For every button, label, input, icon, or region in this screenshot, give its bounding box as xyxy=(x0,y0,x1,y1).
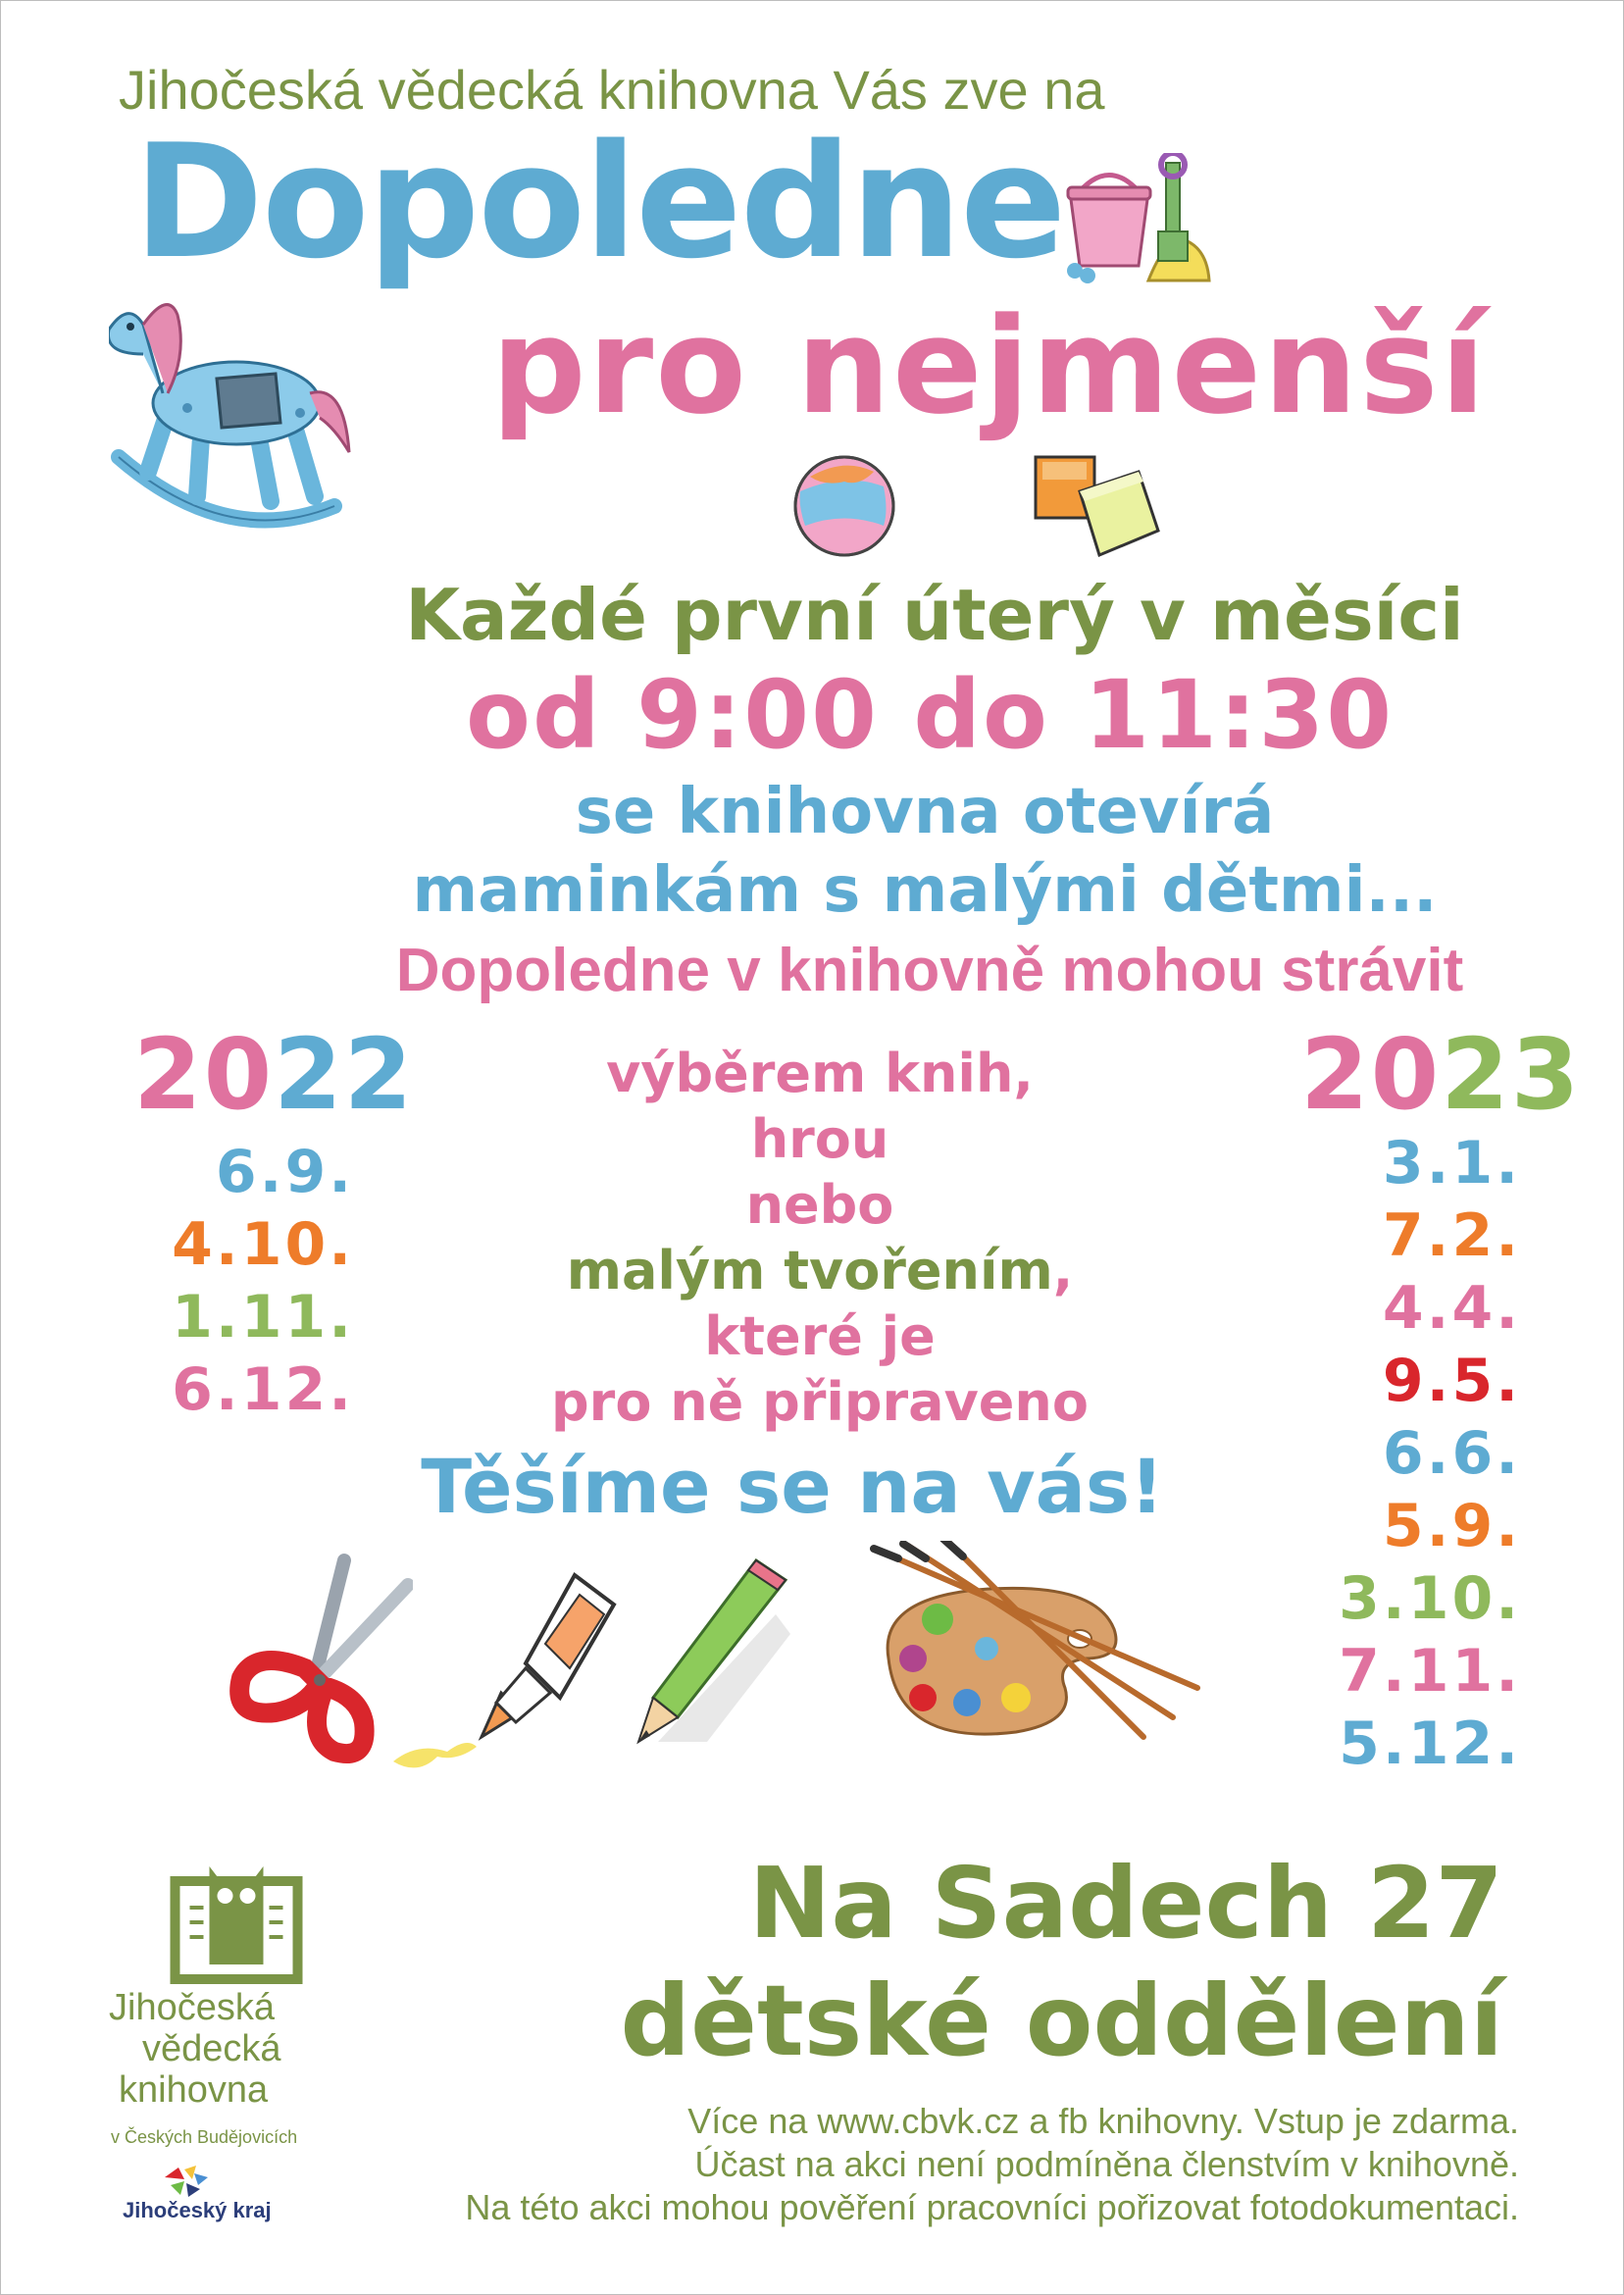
schedule-line-3: se knihovna otevírá xyxy=(575,776,1275,848)
year-2022-date-item: 4.10. xyxy=(172,1210,354,1279)
year-2023-date-item: 9.5. xyxy=(1382,1347,1521,1415)
intro-text: Jihočeská vědecká knihovna Vás zve na xyxy=(119,59,1105,121)
activities-line-3-wrap xyxy=(531,1238,1109,1303)
info-line-2: Účast na akci není podmíněna členstvím v knihovně. xyxy=(694,2144,1519,2184)
schedule-line-5: Dopoledne v knihovně mohou strávit xyxy=(395,937,1464,1004)
activities-line-4: které je xyxy=(704,1305,936,1367)
info-text xyxy=(465,2100,1519,2229)
year-2022-date-item: 1.11. xyxy=(172,1283,354,1352)
year-2023 xyxy=(1300,1017,1582,1132)
activities-text xyxy=(531,1041,1109,1435)
activities-line-5: pro ně připraveno xyxy=(551,1371,1089,1433)
logo-line-2: vědecká xyxy=(142,2028,281,2069)
greeting-text: Těšíme se na vás! xyxy=(421,1443,1164,1530)
bucket-and-shovel-icon xyxy=(1060,153,1217,285)
year-2023-part2: 23 xyxy=(1441,1017,1582,1132)
rocking-horse-icon xyxy=(109,285,364,550)
paint-palette-icon xyxy=(869,1541,1212,1757)
info-line-1: Více na www.cbvk.cz a fb knihovny. Vstup je zdarma. xyxy=(687,2101,1519,2141)
year-2023-date-item: 3.10. xyxy=(1339,1564,1521,1633)
kraj-text: Jihočeský kraj xyxy=(123,2198,272,2222)
schedule-time: od 9:00 do 11:30 xyxy=(466,660,1394,770)
schedule-line-4: maminkám s malými dětmi... xyxy=(412,854,1438,927)
year-2023-date-item: 5.12. xyxy=(1339,1709,1521,1778)
year-2023-date-item: 7.11. xyxy=(1339,1637,1521,1706)
glue-icon xyxy=(388,1565,619,1781)
title-line-2: pro nejmenší xyxy=(491,289,1488,443)
activities-line-2: nebo xyxy=(745,1174,894,1236)
logo-subtitle: v Českých Budějovicích xyxy=(111,2127,298,2147)
year-2022-date-item: 6.12. xyxy=(172,1355,354,1424)
blocks-icon xyxy=(1031,447,1168,565)
year-2023-date-item: 7.2. xyxy=(1382,1201,1521,1270)
scissors-icon xyxy=(227,1551,413,1766)
dates-2022-list xyxy=(119,1136,354,1426)
address-line-1: Na Sadech 27 xyxy=(748,1846,1503,1961)
logo-line-3: knihovna xyxy=(119,2069,269,2111)
address-line-2: dětské oddělení xyxy=(620,1964,1503,2078)
year-2023-date-item: 4.4. xyxy=(1382,1274,1521,1343)
schedule-line-1: Každé první úterý v měsíci xyxy=(405,574,1464,656)
greeting xyxy=(1,1443,1623,1530)
pencil-icon xyxy=(629,1556,795,1752)
year-2022-part1: 20 xyxy=(133,1017,275,1132)
activities-line-1: výběrem knih, hrou xyxy=(606,1043,1034,1170)
year-2023-date-item: 6.6. xyxy=(1382,1419,1521,1488)
activities-line-3: malým tvořením xyxy=(566,1240,1053,1301)
title-line-1: Dopoledne xyxy=(133,110,1065,293)
library-owl-logo-icon xyxy=(138,1862,334,1984)
activities-line-3-comma: , xyxy=(1052,1240,1074,1301)
year-2023-date-item: 5.9. xyxy=(1382,1492,1521,1560)
year-2022-part2: 22 xyxy=(274,1017,415,1132)
ball-icon xyxy=(790,452,898,560)
year-2022-date-item: 6.9. xyxy=(215,1138,354,1206)
jihocesky-kraj-logo-icon xyxy=(163,2164,210,2199)
info-line-3: Na této akci mohou pověření pracovníci pořizovat fotodokumentaci. xyxy=(465,2187,1519,2227)
year-2022 xyxy=(133,1017,415,1132)
year-2023-part1: 20 xyxy=(1300,1017,1442,1132)
year-2023-date-item: 3.1. xyxy=(1382,1129,1521,1198)
library-logo-text xyxy=(109,1987,281,2111)
logo-line-1: Jihočeská xyxy=(109,1987,275,2028)
